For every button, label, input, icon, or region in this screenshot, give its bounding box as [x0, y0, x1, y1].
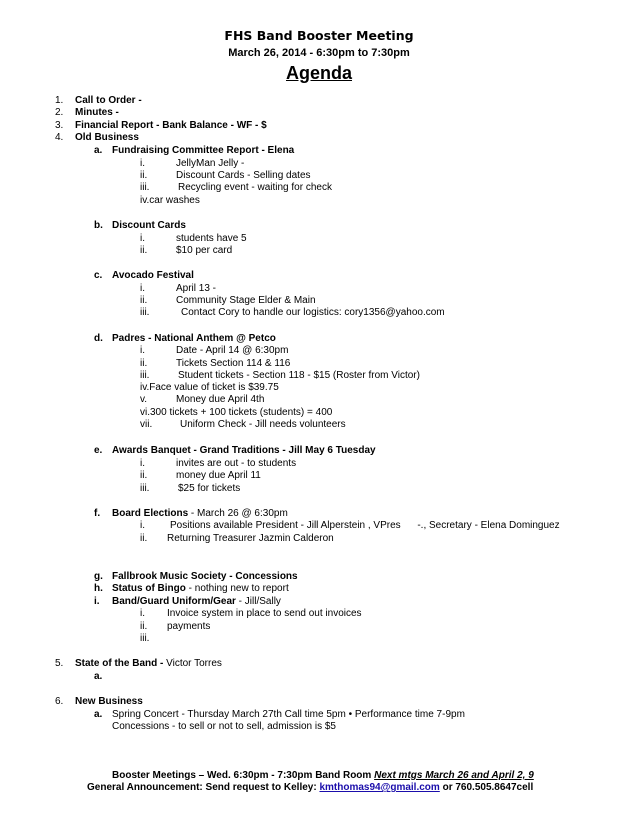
item-new-business: New Business: [75, 696, 143, 707]
subitem-avocado-festival: Avocado Festival: [112, 270, 194, 281]
subitem-discount-cards: Discount Cards: [112, 220, 186, 231]
footer-meetings-text: Booster Meetings – Wed. 6:30pm - 7:30pm Band Room: [112, 770, 375, 781]
detail-line: Date - April 14 @ 6:30pm: [176, 345, 289, 356]
subitem-padres: Padres - National Anthem @ Petco: [112, 333, 276, 344]
roman-numeral: iii.: [140, 182, 150, 193]
roman-numeral: ii.: [140, 295, 148, 306]
item-minutes: Minutes -: [75, 107, 119, 118]
subitem-awards-banquet: Awards Banquet - Grand Traditions - Jill May 6 Tuesday: [112, 445, 376, 456]
subitem-letter: b.: [94, 220, 103, 231]
subitem-uniform-gear: [112, 596, 281, 608]
item-old-business: Old Business: [75, 132, 139, 143]
subitem-fundraising: Fundraising Committee Report - Elena: [112, 145, 295, 156]
subitem-letter: e.: [94, 445, 103, 456]
roman-numeral: i.: [140, 345, 145, 356]
footer-next-meetings: Next mtgs March 26 and April 2, 9: [374, 770, 534, 781]
subitem-letter: a.: [94, 145, 103, 156]
detail-line: Contact Cory to handle our logistics: cory1356@yahoo.com: [181, 307, 445, 318]
footer-phone: or 760.505.8647cell: [439, 782, 534, 793]
uniform-gear-owner: - Jill/Sally: [235, 596, 281, 607]
state-of-band-title: State of the Band -: [75, 658, 164, 669]
detail-line: JellyMan Jelly -: [176, 158, 245, 169]
detail-line: April 13 -: [176, 283, 217, 294]
item-call-to-order: Call to Order -: [75, 95, 142, 106]
detail-line: Returning Treasurer Jazmin Calderon: [167, 533, 334, 544]
detail-line: $10 per card: [176, 245, 233, 256]
roman-numeral: ii.: [140, 533, 148, 544]
item-financial-report: Financial Report - Bank Balance - WF - $: [75, 120, 267, 131]
meeting-title: FHS Band Booster Meeting: [224, 28, 414, 43]
bingo-note: - nothing new to report: [185, 583, 289, 594]
detail-line: iv.Face value of ticket is $39.75: [140, 382, 279, 393]
roman-numeral: i.: [140, 283, 145, 294]
detail-line: Invoice system in place to send out invoices: [167, 608, 362, 619]
detail-line: invites are out - to students: [176, 458, 297, 469]
subitem-letter: i.: [94, 596, 100, 607]
bingo-title: Status of Bingo: [112, 583, 186, 594]
item-number: 4.: [55, 132, 64, 143]
agenda-heading: Agenda: [285, 63, 352, 83]
item-number: 5.: [55, 658, 64, 669]
board-elections-title: Board Elections: [112, 508, 189, 519]
item-number: 1.: [55, 95, 64, 106]
subitem-letter: g.: [94, 571, 103, 582]
item-number: 2.: [55, 107, 64, 118]
roman-numeral: iii.: [140, 307, 150, 318]
detail-line: $25 for tickets: [178, 483, 241, 494]
footer-meetings: [112, 770, 534, 782]
spring-concert-line: Spring Concert - Thursday March 27th Call time 5pm • Performance time 7-9pm: [112, 709, 465, 720]
roman-numeral: v.: [140, 394, 148, 405]
roman-numeral: ii.: [140, 245, 148, 256]
detail-line: Student tickets - Section 118 - $15 (Roster from Victor): [178, 370, 420, 381]
detail-line: iv.car washes: [140, 195, 200, 206]
roman-numeral: ii.: [140, 358, 148, 369]
subitem-board-elections: [112, 508, 288, 520]
roman-numeral: vii.: [140, 419, 153, 430]
roman-numeral: ii.: [140, 170, 148, 181]
roman-numeral: i.: [140, 158, 145, 169]
footer-announcement-text: General Announcement: Send request to Kelley:: [87, 782, 320, 793]
subitem-letter: a.: [94, 709, 103, 720]
subitem-fallbrook: Fallbrook Music Society - Concessions: [112, 571, 298, 582]
email-link[interactable]: kmthomas94@gmail.com: [319, 782, 440, 793]
roman-numeral: ii.: [140, 621, 148, 632]
subitem-letter: d.: [94, 333, 103, 344]
footer-announcement: [87, 782, 533, 794]
subitem-bingo: [112, 583, 289, 595]
detail-line: Recycling event - waiting for check: [178, 182, 332, 193]
item-state-of-band: [75, 658, 222, 670]
subitem-letter: h.: [94, 583, 103, 594]
detail-line: Money due April 4th: [176, 394, 265, 405]
uniform-gear-title: Band/Guard Uniform/Gear: [112, 596, 236, 607]
detail-line: payments: [167, 621, 211, 632]
detail-line: vi.300 tickets + 100 tickets (students) = 400: [140, 407, 333, 418]
meeting-date: March 26, 2014 - 6:30pm to 7:30pm: [228, 47, 410, 59]
detail-line: students have 5: [176, 233, 247, 244]
detail-line: Positions available President - Jill Alperstein , VPres -., Secretary - Elena Dominguez: [170, 520, 560, 531]
detail-line: Tickets Section 114 & 116: [176, 358, 291, 369]
roman-numeral: i.: [140, 233, 145, 244]
detail-line: money due April 11: [176, 470, 261, 481]
state-of-band-presenter: Victor Torres: [163, 658, 222, 669]
roman-numeral: i.: [140, 520, 145, 531]
subitem-letter: a.: [94, 671, 103, 682]
roman-numeral: iii.: [140, 370, 150, 381]
roman-numeral: iii.: [140, 483, 150, 494]
roman-numeral: iii.: [140, 633, 150, 644]
board-elections-date: - March 26 @ 6:30pm: [188, 508, 288, 519]
detail-line: Community Stage Elder & Main: [176, 295, 316, 306]
concessions-line: Concessions - to sell or not to sell, admission is $5: [112, 721, 336, 732]
roman-numeral: ii.: [140, 470, 148, 481]
roman-numeral: i.: [140, 458, 145, 469]
item-number: 6.: [55, 696, 64, 707]
subitem-letter: c.: [94, 270, 103, 281]
roman-numeral: i.: [140, 608, 145, 619]
detail-line: Discount Cards - Selling dates: [176, 170, 311, 181]
detail-line: Uniform Check - Jill needs volunteers: [180, 419, 346, 430]
subitem-letter: f.: [94, 508, 101, 519]
item-number: 3.: [55, 120, 64, 131]
